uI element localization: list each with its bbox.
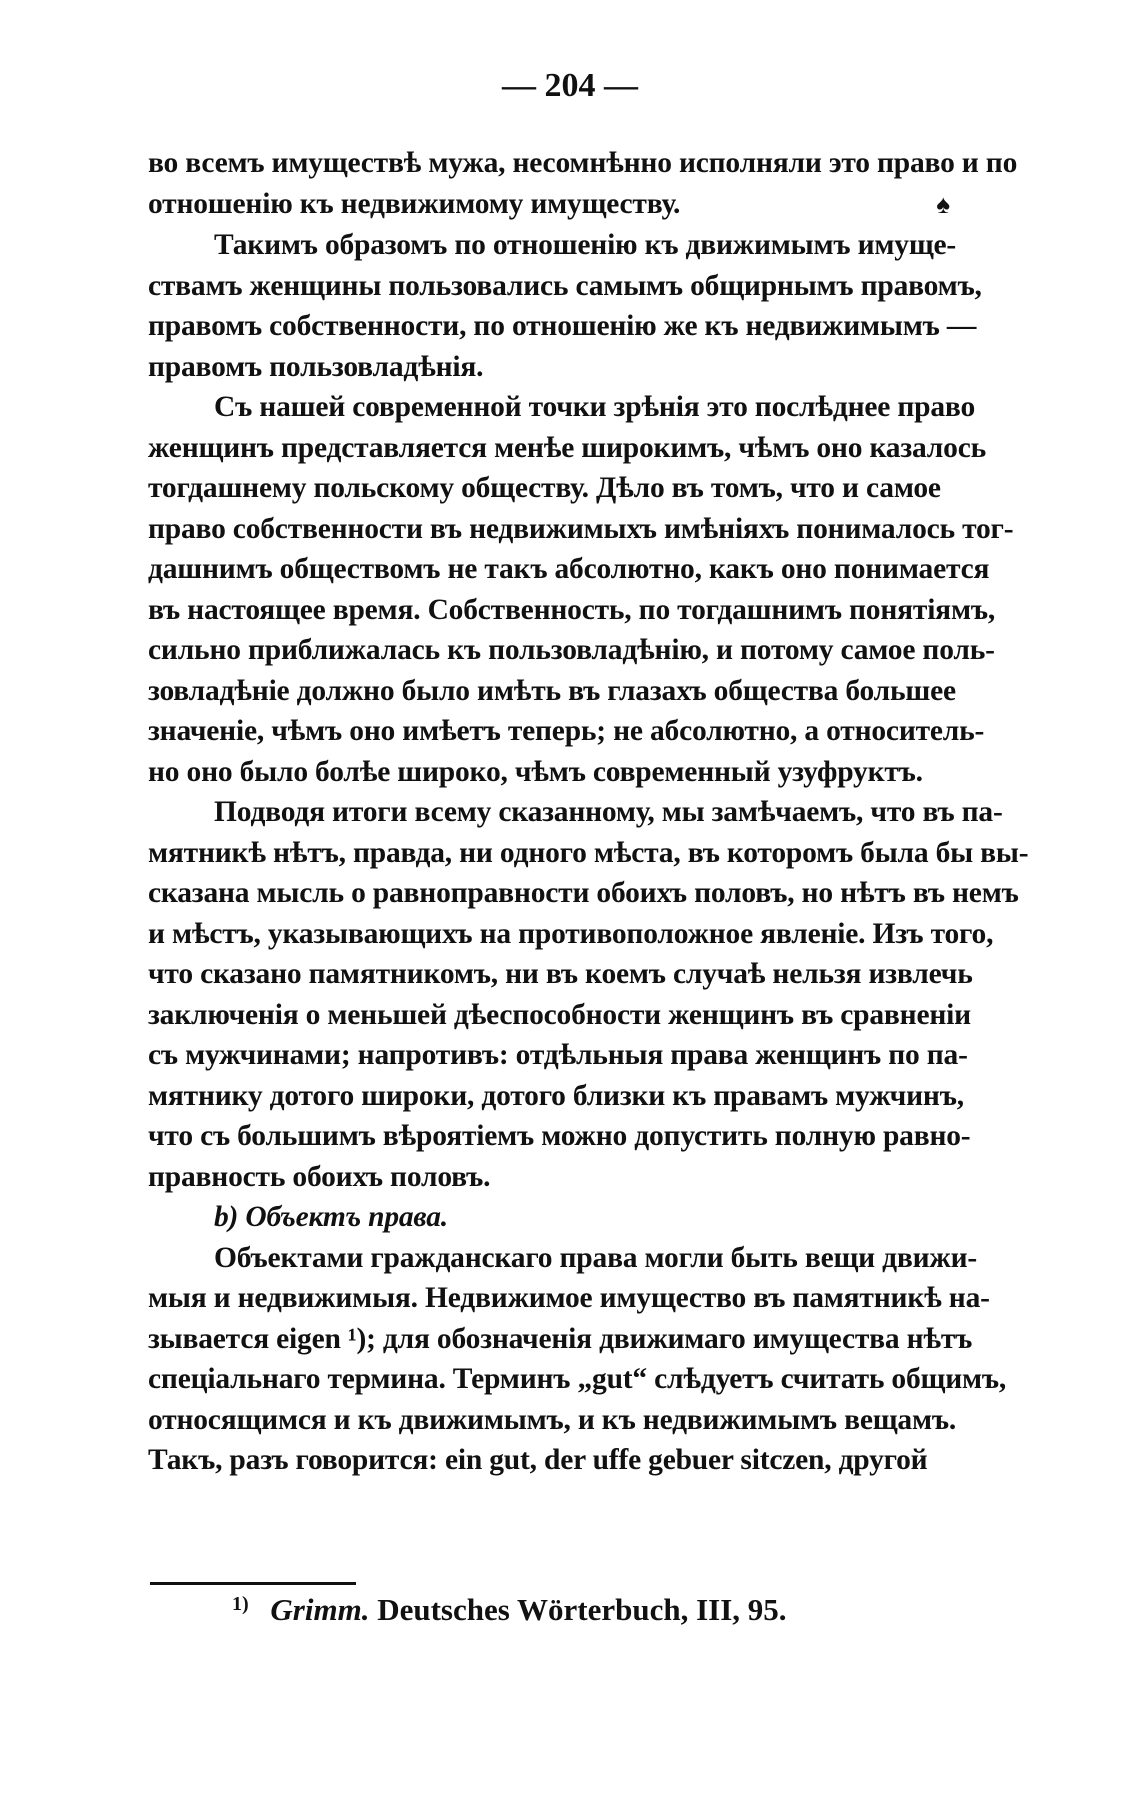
- footnote-author: Grimm.: [270, 1592, 370, 1627]
- text-line: спеціальнаго термина. Терминъ „gut“ слѣдуетъ считать общимъ,: [148, 1363, 1007, 1395]
- text-line: мятникѣ нѣтъ, правда, ни одного мѣста, въ которомъ была бы вы-: [148, 836, 1029, 869]
- text-line: заключенія о меньшей дѣеспособности женщинъ въ сравненіи: [148, 998, 971, 1031]
- text-line: правомъ собственности, по отношенію же къ недвижимымъ —: [148, 310, 977, 342]
- text-line: относящимся и къ движимымъ, и къ недвижимымъ вещамъ.: [148, 1403, 957, 1436]
- page-number: — 204 —: [502, 67, 638, 104]
- text-line: правомъ пользовладѣнія.: [148, 350, 484, 383]
- text-line: съ мужчинами; напротивъ: отдѣльныя права женщинъ по па-: [148, 1039, 968, 1071]
- text-line: Съ нашей современной точки зрѣнія это послѣднее право: [214, 391, 976, 423]
- text-line: что съ большимъ вѣроятіемъ можно допустить полную равно-: [148, 1120, 971, 1152]
- section-letter: b): [214, 1201, 239, 1233]
- text-line: женщинъ представляется менѣе широкимъ, чѣмъ оно казалось: [148, 431, 987, 464]
- section-title: Объектъ права.: [245, 1201, 448, 1233]
- text-line: значеніе, чѣмъ оно имѣетъ теперь; не абсолютно, а относитель-: [148, 715, 985, 747]
- text-line: зывается eigen ¹); для обозначенія движимаго имущества нѣтъ: [148, 1322, 973, 1355]
- text-line: но оно было болѣе широко, чѣмъ современный узуфруктъ.: [148, 755, 923, 788]
- footnote: [232, 1592, 787, 1628]
- paragraph-5: [148, 1238, 1073, 1481]
- text-line-content: отношенію къ недвижимому имуществу.: [148, 187, 681, 220]
- text-line: и мѣстъ, указывающихъ на противоположное явленіе. Изъ того,: [148, 917, 994, 950]
- body-text: [148, 143, 1073, 1481]
- text-line: что сказано памятникомъ, ни въ коемъ случаѣ нельзя извлечь: [148, 958, 973, 990]
- paragraph-1: [148, 143, 1073, 225]
- text-line: дашнимъ обществомъ не такъ абсолютно, какъ оно понимается: [148, 553, 990, 585]
- ornament-mark: ♠: [936, 189, 951, 219]
- paragraph-3: [148, 387, 1073, 792]
- text-line: мыя и недвижимыя. Недвижимое имущество въ памятникѣ на-: [148, 1282, 990, 1314]
- text-line: въ настоящее время. Собственность, по тогдашнимъ понятіямъ,: [148, 593, 996, 626]
- paragraph-2: [148, 225, 1073, 387]
- text-line: тогдашнему польскому обществу. Дѣло въ томъ, что и самое: [148, 472, 941, 504]
- text-line: ствамъ женщины пользовались самымъ общирнымъ правомъ,: [148, 269, 982, 302]
- text-line: сказана мысль о равноправности обоихъ половъ, но нѣтъ въ немъ: [148, 877, 1019, 909]
- text-line: правность обоихъ половъ.: [148, 1160, 491, 1193]
- text-line: право собственности въ недвижимыхъ имѣніяхъ понималось тог-: [148, 512, 1014, 545]
- footnote-text: Deutsches Wörterbuch, III, 95.: [377, 1592, 787, 1627]
- section-heading: [148, 1197, 1073, 1238]
- text-line: во всемъ имуществѣ мужа, несомнѣнно исполняли это право и по: [148, 147, 1018, 179]
- text-line: Такъ, разъ говорится: ein gut, der uffe gebuer sitczen, другой: [148, 1444, 928, 1476]
- text-line: зовладѣніе должно было имѣть въ глазахъ общества большее: [148, 674, 956, 707]
- section-heading-line: [148, 1197, 1073, 1238]
- text-line: Такимъ образомъ по отношенію къ движимымъ имуще-: [214, 229, 957, 261]
- text-line: сильно приближалась къ пользовладѣнію, и потому самое поль-: [148, 634, 995, 666]
- footnote-number: 1): [232, 1593, 249, 1615]
- text-line: Объектами гражданскаго права могли быть вещи движи-: [214, 1241, 978, 1274]
- footnote-divider: [150, 1582, 356, 1585]
- text-line: мятнику дотого широки, дотого близки къ правамъ мужчинъ,: [148, 1079, 964, 1112]
- paragraph-4: [148, 792, 1073, 1197]
- text-line: Подводя итоги всему сказанному, мы замѣчаемъ, что въ па-: [214, 796, 1003, 828]
- text-line: [148, 184, 1073, 226]
